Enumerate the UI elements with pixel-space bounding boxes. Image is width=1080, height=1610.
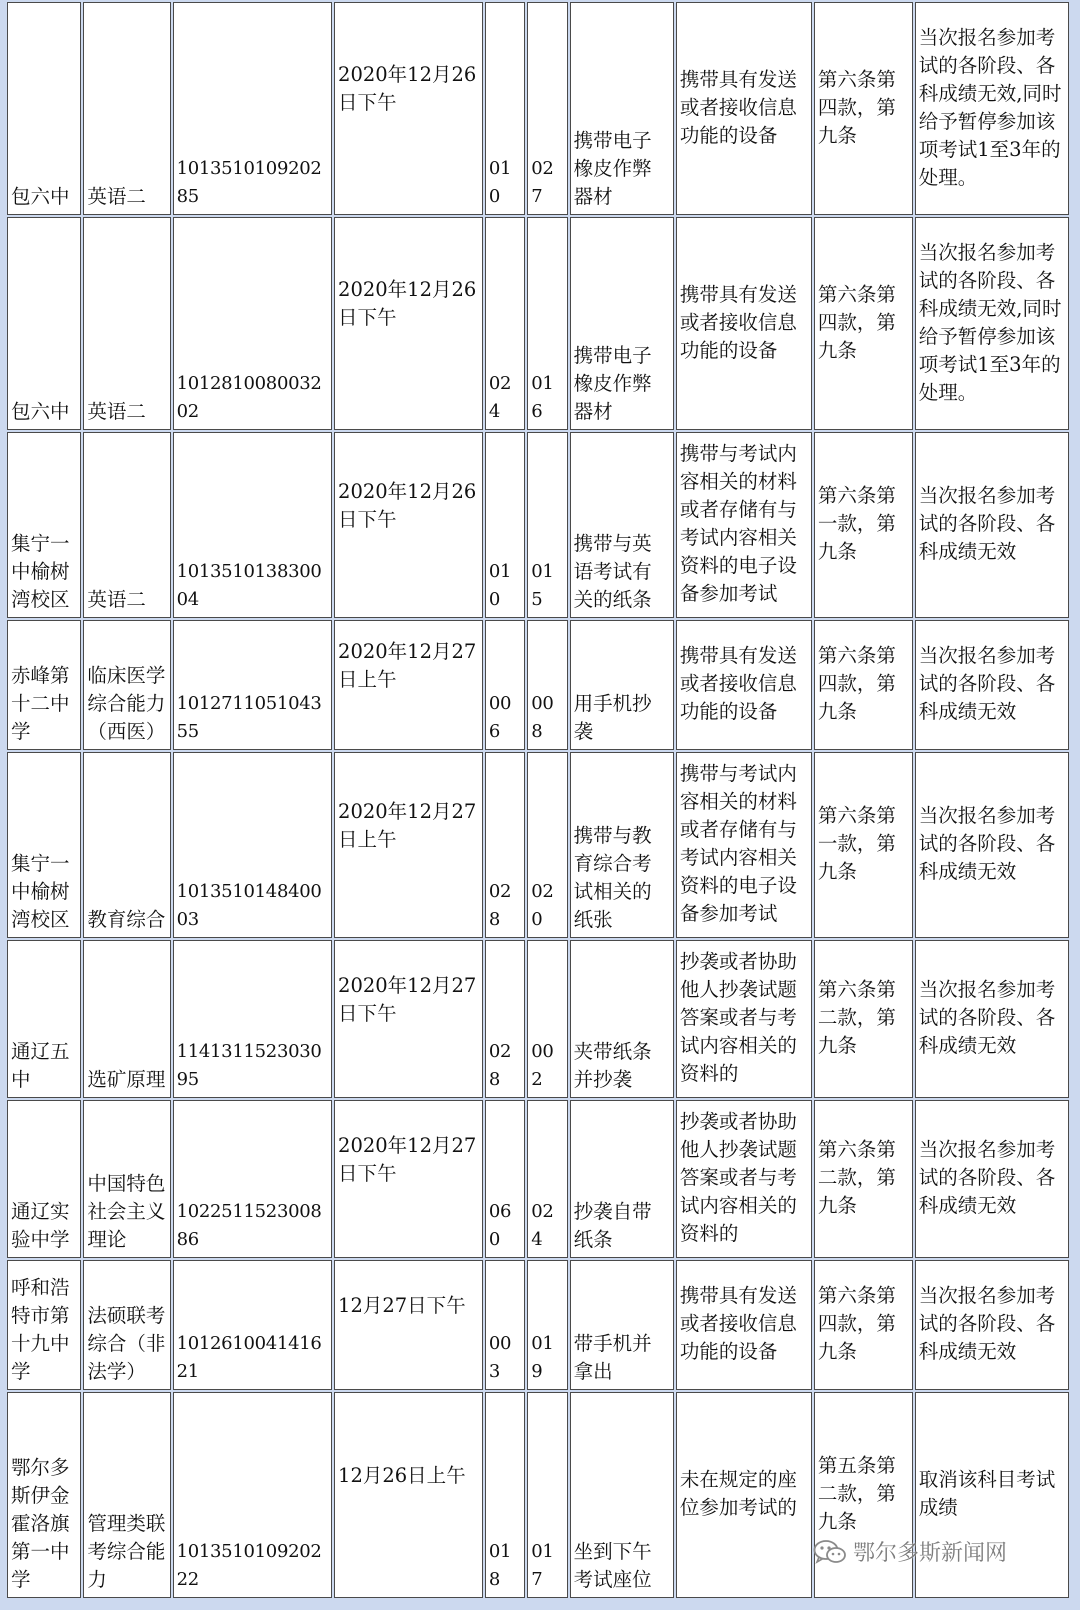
penalty-cell: 当次报名参加考试的各阶段、各科成绩无效 — [915, 1260, 1069, 1390]
subject-cell: 选矿原理 — [83, 940, 170, 1098]
table-row — [7, 217, 1069, 430]
school-cell: 通辽五中 — [7, 940, 81, 1098]
violation-table — [5, 0, 1071, 1600]
violation-behavior-cell: 抄袭自带纸条 — [570, 1100, 674, 1258]
exam-time-cell: 2020年12月27日下午 — [334, 1100, 483, 1258]
candidate-number-cell: 102251152300886 — [173, 1100, 332, 1258]
penalty-cell: 取消该科目考试成绩 — [915, 1392, 1069, 1598]
regulation-clause-cell: 第六条第四款，第九条 — [814, 2, 913, 215]
school-cell: 通辽实验中学 — [7, 1100, 81, 1258]
violation-basis-cell: 携带具有发送或者接收信息功能的设备 — [676, 2, 812, 215]
exam-time-cell: 2020年12月26日下午 — [334, 432, 483, 618]
subject-cell: 临床医学综合能力（西医） — [83, 620, 170, 750]
violation-basis-cell: 携带具有发送或者接收信息功能的设备 — [676, 217, 812, 430]
exam-room-cell: 060 — [485, 1100, 525, 1258]
violation-basis-cell: 携带具有发送或者接收信息功能的设备 — [676, 1260, 812, 1390]
violation-behavior-cell: 携带电子橡皮作弊器材 — [570, 2, 674, 215]
violation-behavior-cell: 用手机抄袭 — [570, 620, 674, 750]
regulation-clause-cell: 第六条第二款，第九条 — [814, 940, 913, 1098]
watermark-text: 鄂尔多斯新闻网 — [853, 1541, 1008, 1566]
seat-cell: 016 — [527, 217, 567, 430]
exam-room-cell: 028 — [485, 752, 525, 938]
seat-cell: 019 — [527, 1260, 567, 1390]
exam-room-cell: 028 — [485, 940, 525, 1098]
candidate-number-cell: 101351010920285 — [173, 2, 332, 215]
school-cell: 呼和浩特市第十九中学 — [7, 1260, 81, 1390]
penalty-cell: 当次报名参加考试的各阶段、各科成绩无效 — [915, 620, 1069, 750]
subject-cell: 管理类联考综合能力 — [83, 1392, 170, 1598]
violation-basis-cell: 未在规定的座位参加考试的 — [676, 1392, 812, 1598]
subject-cell: 法硕联考综合（非法学） — [83, 1260, 170, 1390]
exam-time-cell: 2020年12月26日下午 — [334, 2, 483, 215]
violation-behavior-cell: 携带电子橡皮作弊器材 — [570, 217, 674, 430]
seat-cell: 002 — [527, 940, 567, 1098]
seat-cell: 015 — [527, 432, 567, 618]
school-cell: 赤峰第十二中学 — [7, 620, 81, 750]
exam-room-cell: 003 — [485, 1260, 525, 1390]
regulation-clause-cell: 第五条第二款，第九条 — [814, 1392, 913, 1598]
violation-basis-cell: 抄袭或者协助他人抄袭试题答案或者与考试内容相关的资料的 — [676, 940, 812, 1098]
violation-behavior-cell: 带手机并拿出 — [570, 1260, 674, 1390]
candidate-number-cell: 101351014840003 — [173, 752, 332, 938]
school-cell: 包六中 — [7, 2, 81, 215]
seat-cell: 020 — [527, 752, 567, 938]
exam-room-cell: 006 — [485, 620, 525, 750]
table-row — [7, 940, 1069, 1098]
candidate-number-cell: 101351013830004 — [173, 432, 332, 618]
penalty-cell: 当次报名参加考试的各阶段、各科成绩无效,同时给予暂停参加该项考试1至3年的处理。 — [915, 217, 1069, 430]
subject-cell: 教育综合 — [83, 752, 170, 938]
table-row — [7, 1260, 1069, 1390]
exam-time-cell: 2020年12月27日上午 — [334, 620, 483, 750]
exam-room-cell: 010 — [485, 432, 525, 618]
penalty-cell: 当次报名参加考试的各阶段、各科成绩无效 — [915, 940, 1069, 1098]
violation-behavior-cell: 携带与英语考试有关的纸条 — [570, 432, 674, 618]
school-cell: 鄂尔多斯伊金霍洛旗第一中学 — [7, 1392, 81, 1598]
subject-cell: 英语二 — [83, 432, 170, 618]
penalty-cell: 当次报名参加考试的各阶段、各科成绩无效 — [915, 1100, 1069, 1258]
candidate-number-cell: 101271105104355 — [173, 620, 332, 750]
regulation-clause-cell: 第六条第一款，第九条 — [814, 432, 913, 618]
violation-behavior-cell: 坐到下午考试座位 — [570, 1392, 674, 1598]
table-row — [7, 1100, 1069, 1258]
candidate-number-cell: 101281008003202 — [173, 217, 332, 430]
table-row — [7, 2, 1069, 215]
exam-time-cell: 12月27日下午 — [334, 1260, 483, 1390]
penalty-cell: 当次报名参加考试的各阶段、各科成绩无效 — [915, 432, 1069, 618]
penalty-cell: 当次报名参加考试的各阶段、各科成绩无效,同时给予暂停参加该项考试1至3年的处理。 — [915, 2, 1069, 215]
table-row — [7, 432, 1069, 618]
regulation-clause-cell: 第六条第二款，第九条 — [814, 1100, 913, 1258]
regulation-clause-cell: 第六条第四款，第九条 — [814, 620, 913, 750]
violation-basis-cell: 抄袭或者协助他人抄袭试题答案或者与考试内容相关的资料的 — [676, 1100, 812, 1258]
seat-cell: 027 — [527, 2, 567, 215]
exam-time-cell: 2020年12月26日下午 — [334, 217, 483, 430]
watermark — [813, 1536, 1007, 1567]
wechat-icon — [813, 1539, 847, 1565]
violation-table-sheet — [5, 0, 1071, 1610]
violation-basis-cell: 携带与考试内容相关的材料或者存储有与考试内容相关资料的电子设备参加考试 — [676, 752, 812, 938]
school-cell: 集宁一中榆树湾校区 — [7, 432, 81, 618]
violation-behavior-cell: 携带与教育综合考试相关的纸张 — [570, 752, 674, 938]
seat-cell: 008 — [527, 620, 567, 750]
subject-cell: 英语二 — [83, 2, 170, 215]
candidate-number-cell: 114131152303095 — [173, 940, 332, 1098]
candidate-number-cell: 101351010920222 — [173, 1392, 332, 1598]
exam-time-cell: 2020年12月27日上午 — [334, 752, 483, 938]
subject-cell: 中国特色社会主义理论 — [83, 1100, 170, 1258]
table-body — [7, 2, 1069, 1598]
regulation-clause-cell: 第六条第四款，第九条 — [814, 217, 913, 430]
exam-room-cell: 018 — [485, 1392, 525, 1598]
exam-room-cell: 024 — [485, 217, 525, 430]
violation-basis-cell: 携带具有发送或者接收信息功能的设备 — [676, 620, 812, 750]
school-cell: 包六中 — [7, 217, 81, 430]
table-row — [7, 620, 1069, 750]
seat-cell: 024 — [527, 1100, 567, 1258]
regulation-clause-cell: 第六条第四款，第九条 — [814, 1260, 913, 1390]
exam-time-cell: 2020年12月27日下午 — [334, 940, 483, 1098]
violation-behavior-cell: 夹带纸条并抄袭 — [570, 940, 674, 1098]
table-row — [7, 1392, 1069, 1598]
table-row — [7, 752, 1069, 938]
regulation-clause-cell: 第六条第一款，第九条 — [814, 752, 913, 938]
seat-cell: 017 — [527, 1392, 567, 1598]
candidate-number-cell: 101261004141621 — [173, 1260, 332, 1390]
subject-cell: 英语二 — [83, 217, 170, 430]
exam-room-cell: 010 — [485, 2, 525, 215]
penalty-cell: 当次报名参加考试的各阶段、各科成绩无效 — [915, 752, 1069, 938]
exam-time-cell: 12月26日上午 — [334, 1392, 483, 1598]
school-cell: 集宁一中榆树湾校区 — [7, 752, 81, 938]
violation-basis-cell: 携带与考试内容相关的材料或者存储有与考试内容相关资料的电子设备参加考试 — [676, 432, 812, 618]
